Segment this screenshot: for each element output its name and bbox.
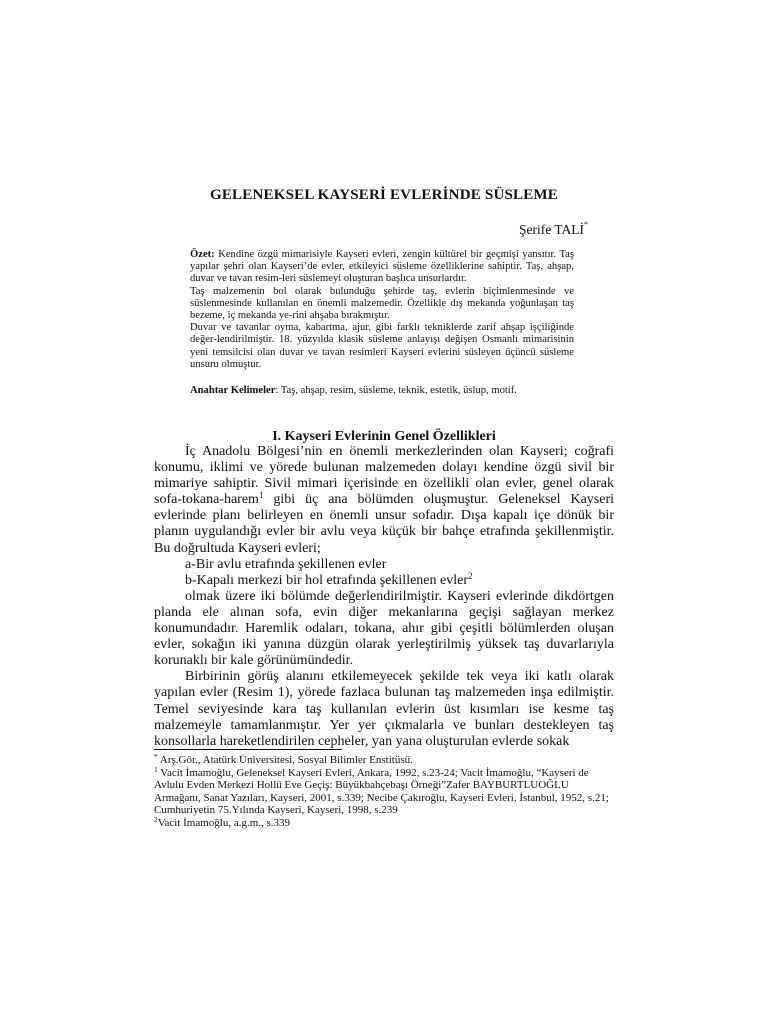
body-paragraph-3: Birbirinin görüş alanını etkilemeyecek şekilde tek veya iki katlı olarak yapılan evler (Resim 1), yörede fazlaca bulunan taş malzemeden inşa edilmiştir. Temel seviyesinde kara taş kullanılan evlerin üst kısımları ise kesme taş malzemeyle tamamlanmıştır. Yer yer çıkmalarla ve bunları destekleyen taş konsollarla hareketlendirilen cepheler, yan yana oluşturulan evlerde sokak — [154, 669, 614, 749]
footnote-ref-1: 1 — [258, 490, 264, 501]
footnote-divider — [154, 749, 342, 750]
section-heading: I. Kayseri Evlerinin Genel Özellikleri — [272, 429, 496, 444]
abstract-paragraph-1 — [190, 249, 574, 286]
abstract-paragraph-3: Duvar ve tavanlar oyma, kabartma, ajur, gibi farklı tekniklerde zarif ahşap işçiliğinde değer-lendirilmiştir. 18. yüzyılda klasik süsleme anlayışı değişen Osmanlı mimarisinin yeni temsilcisi olan duvar ve tavan resimleri Kayseri evlerini süsleyen üçüncü süsleme unsuru olmuştur. — [190, 322, 574, 370]
body-paragraph-2: olmak üzere iki bölümde değerlendirilmiştir. Kayseri evlerinde dikdörtgen planda ele alınan sofa, evin diğer mekanlarına geçişi sağlayan merkez konumundadır. Haremlik odaları, tokana, ahır gibi çeşitli bölümlerden oluşan evler, sokağın iki yanına düzgün olarak yerleştirilmiş yüksek taş duvarlarıyla korunaklı bir kale görünümündedir. — [154, 588, 614, 669]
body-text-1b: gibi üç ana bölümden oluşmuştur. Geleneksel Kayseri evlerinde planı belirleyen en önemli unsur sofadır. Dışa kapalı içe dönük bir planın uygulandığı evler bir avlu veya küçük bir bahçe etrafında şekillenmiştir. Bu doğrultuda Kayseri evleri; — [154, 492, 614, 556]
footnote-star-text: Arş.Gör., Atatürk Üniversitesi, Sosyal Bilimler Enstitüsü. — [157, 754, 413, 766]
author-name: Şerife TALİ — [518, 222, 584, 237]
author-footnote-mark: * — [584, 220, 588, 229]
footnote-1-text: Vacit İmamoğlu, Geleneksel Kayseri Evleri, Ankara, 1992, s.23-24; Vacit İmamoğlu, “Kayseri de Avlulu Evden Merkezi Hollü Eve Geçiş: Büyükbahçebaşı Örneği”Zafer BAYBURTLUOĞLU Armağanı, Sanat Yazıları, Kayseri, 2001, s.339; Necibe Çakıroğlu, Kayseri Evleri, İstanbul, 1952, s.21; Cumhuriyetin 75.Yılında Kayseri, Kayseri, 1998, s.239 — [154, 766, 609, 817]
keywords-line — [190, 385, 574, 397]
keywords-label: Anahtar Kelimeler — [190, 385, 276, 397]
list-item-b — [154, 570, 614, 589]
keywords-text: : Taş, ahşap, resim, süsleme, teknik, estetik, üslup, motif. — [275, 385, 517, 397]
footnote-2-text: Vacit İmamoğlu, a.g.m., s.339 — [157, 816, 291, 829]
footnotes — [154, 754, 616, 830]
body-text — [154, 444, 614, 750]
footnote-star — [154, 754, 616, 767]
abstract-label: Özet: — [190, 249, 215, 260]
footnote-1 — [154, 764, 616, 817]
abstract-text-1: Kendine özgü mimarisiyle Kayseri evleri, zengin kültürel bir geçmişi yansıtır. Taş yapılar şehri olan Kayseri’de evler, etkileyici süsleme özelliklerine sahiptir. Taş, ahşap, duvar ve tavan resim-leri süslemeyi oluşturan başlıca unsurlardır. — [190, 249, 575, 285]
footnote-1-mark: 1 — [154, 764, 158, 774]
footnote-2 — [154, 814, 616, 830]
footnote-2-mark: 2 — [154, 814, 158, 824]
list-item-a: a-Bir avlu etrafında şekillenen evler — [185, 556, 387, 572]
abstract-paragraph-2: Taş malzemenin bol olarak bulunduğu şehirde taş, evlerin biçimlenmesinde ve süslenmesinde kullanılan en önemli malzemedir. Özellikle dış mekanda yoğunlaşan taş bezeme, iç mekanda ye-rini ahşaba bırakmıştır. — [190, 285, 574, 322]
author-line — [519, 220, 588, 238]
footnote-ref-2: 2 — [468, 570, 473, 581]
article-title: GELENEKSEL KAYSERİ EVLERİNDE SÜSLEME — [209, 187, 558, 203]
abstract — [190, 249, 574, 397]
body-text-1a: İç Anadolu Bölgesi’nin en önemli merkezlerinden olan Kayseri; coğrafi konumu, iklimi ve yörede bulunan malzemeden dolayı kendine özgü sivil bir mimariye sahiptir. Sivil mimari içerisinde en özellikli olan evler, genel olarak sofa-tokana-harem — [154, 444, 614, 508]
footnote-star-mark: * — [154, 752, 158, 761]
list-item-b-text: b-Kapalı merkezi bir hol etrafında şekillenen evler — [185, 572, 468, 588]
body-paragraph-1 — [154, 444, 614, 557]
